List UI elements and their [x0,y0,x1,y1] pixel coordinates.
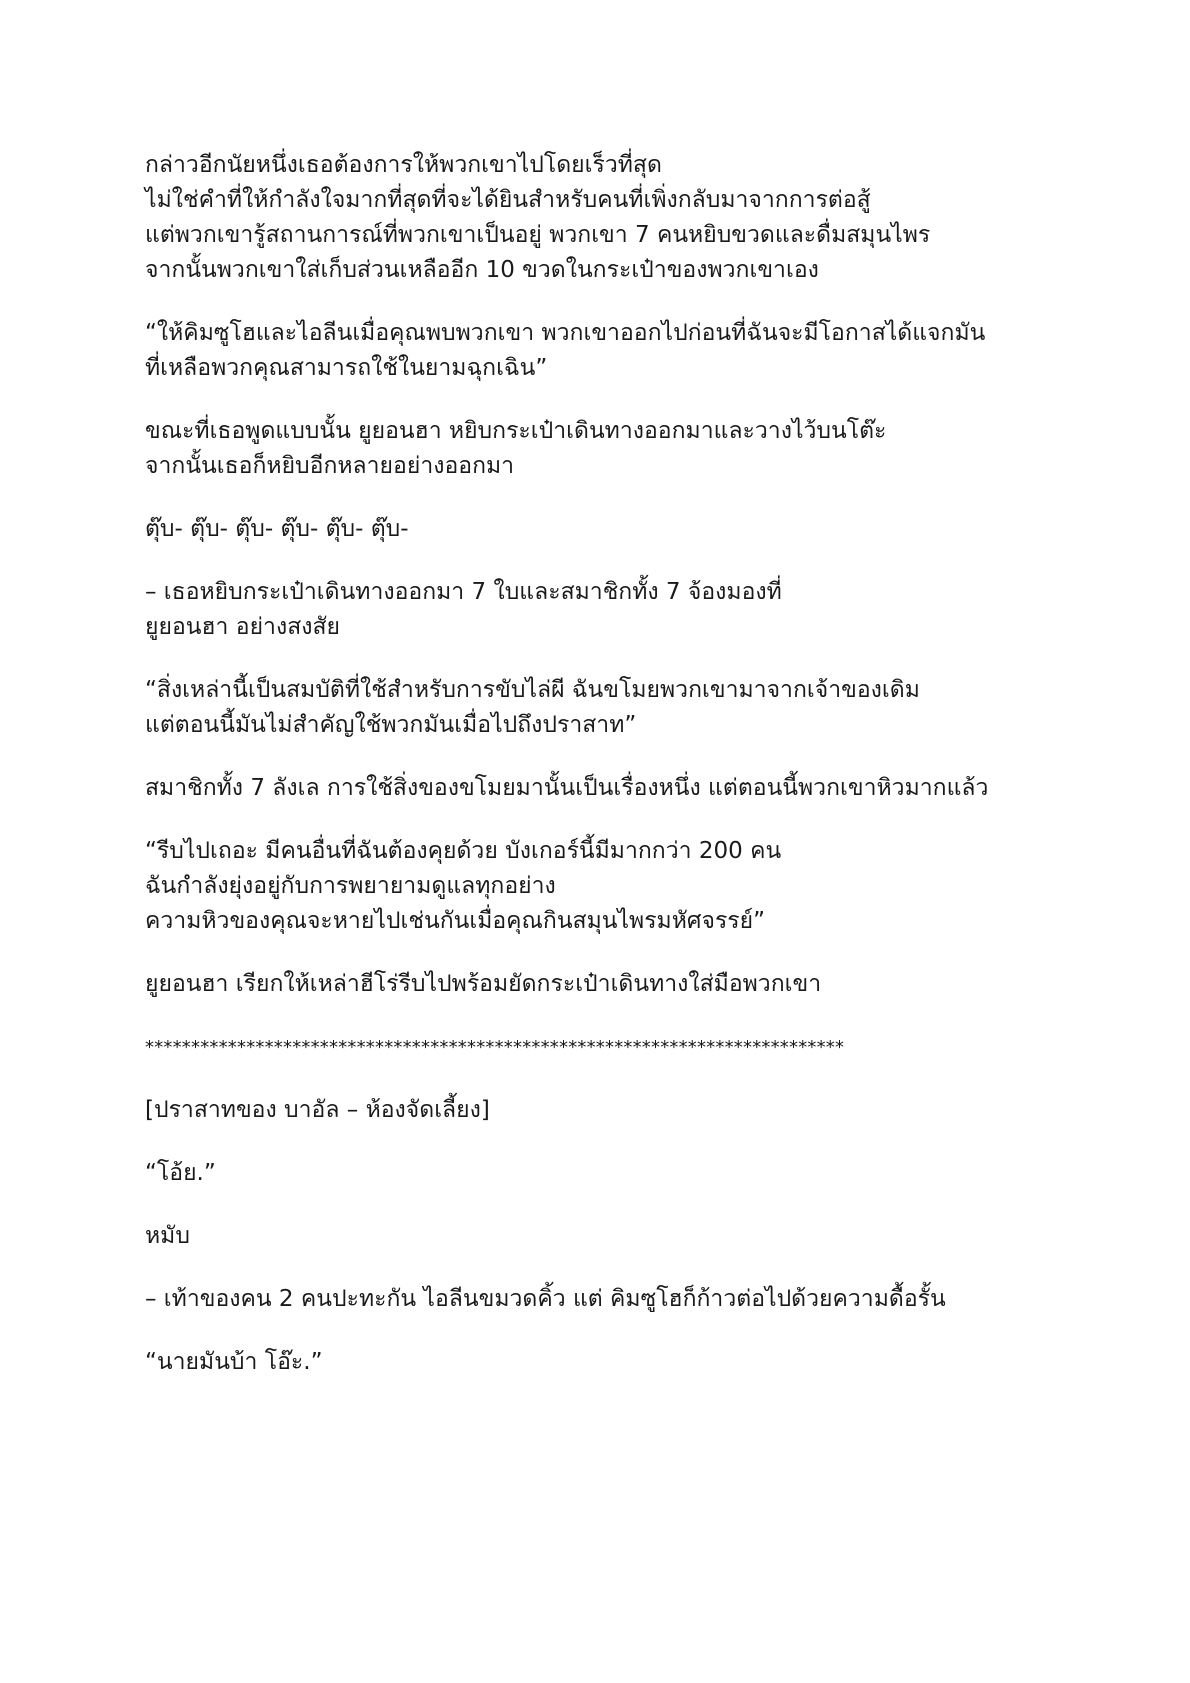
paragraph [145,414,1085,484]
text-line: ฉันกำลังยุ่งอยู่กับการพยายามดูแลทุกอย่าง [145,873,556,899]
text-line: ไม่ใช่คำที่ให้กำลังใจมากที่สุดที่จะได้ยินสำหรับคนที่เพิ่งกลับมาจากการต่อสู้ [145,187,871,213]
text-line: ยูยอนฮา อย่างสงสัย [145,614,340,640]
text-line: “สิ่งเหล่านี้เป็นสมบัติที่ใช้สำหรับการขับไล่ผี ฉันขโมยพวกเขามาจากเจ้าของเดิม [145,677,920,703]
text-line: แต่ตอนนี้มันไม่สำคัญใช้พวกมันเมื่อไปถึงปราสาท” [145,712,637,738]
paragraph [145,1156,1085,1191]
text-line: [ปราสาทของ บาอัล – ห้องจัดเลี้ยง] [145,1097,490,1123]
text-line: สมาชิกทั้ง 7 ลังเล การใช้สิ่งของขโมยมานั้นเป็นเรื่องหนึ่ง แต่ตอนนี้พวกเขาหิวมากแล้ว [145,775,989,801]
text-line: ขณะที่เธอพูดแบบนั้น ยูยอนฮา หยิบกระเป๋าเดินทางออกมาและวางไว้บนโต๊ะ [145,418,887,444]
text-line: จากนั้นพวกเขาใส่เก็บส่วนเหลืออีก 10 ขวดในกระเป๋าของพวกเขาเอง [145,257,819,283]
paragraph [145,148,1085,288]
paragraph [145,967,1085,1002]
text-line: “รีบไปเถอะ มีคนอื่นที่ฉันต้องคุยด้วย บังเกอร์นี้มีมากกว่า 200 คน [145,838,782,864]
paragraph [145,512,1085,547]
text-line: – เท้าของคน 2 คนปะทะกัน ไอลีนขมวดคิ้ว แต่ คิมซูโฮก็ก้าวต่อไปด้วยความดื้อรั้น [145,1286,946,1312]
text-line: “โอ้ย.” [145,1160,216,1186]
text-line: “นายมันบ้า โอ๊ะ.” [145,1349,323,1375]
text-line: ยูยอนฮา เรียกให้เหล่าฮีโร่รีบไปพร้อมยัดกระเป๋าเดินทางใส่มือพวกเขา [145,971,822,997]
text-line: ตุ๊บ- ตุ๊บ- ตุ๊บ- ตุ๊บ- ตุ๊บ- ตุ๊บ- [145,516,409,542]
paragraph [145,771,1085,806]
document-body [145,148,1085,1408]
text-line: “ให้คิมซูโฮและไอลีนเมื่อคุณพบพวกเขา พวกเขาออกไปก่อนที่ฉันจะมีโอกาสได้แจกมัน [145,320,986,346]
text-line: ความหิวของคุณจะหายไปเช่นกันเมื่อคุณกินสมุนไพรมหัศจรรย์” [145,908,766,934]
paragraph [145,834,1085,939]
text-line: จากนั้นเธอก็หยิบอีกหลายอย่างออกมา [145,453,515,479]
text-line: ที่เหลือพวกคุณสามารถใช้ในยามฉุกเฉิน” [145,355,548,381]
text-line: กล่าวอีกนัยหนึ่งเธอต้องการให้พวกเขาไปโดยเร็วที่สุด [145,152,662,178]
paragraph [145,575,1085,645]
scene-separator: **************************************************************************** [145,1037,845,1058]
paragraph [145,673,1085,743]
paragraph [145,1282,1085,1317]
paragraph [145,1219,1085,1254]
paragraph [145,316,1085,386]
text-line: หมับ [145,1223,190,1249]
text-line: – เธอหยิบกระเป๋าเดินทางออกมา 7 ใบและสมาชิกทั้ง 7 จ้องมองที่ [145,579,782,605]
paragraph [145,1093,1085,1128]
text-line: แต่พวกเขารู้สถานการณ์ที่พวกเขาเป็นอยู่ พวกเขา 7 คนหยิบขวดและดื่มสมุนไพร [145,222,931,248]
paragraph [145,1345,1085,1380]
